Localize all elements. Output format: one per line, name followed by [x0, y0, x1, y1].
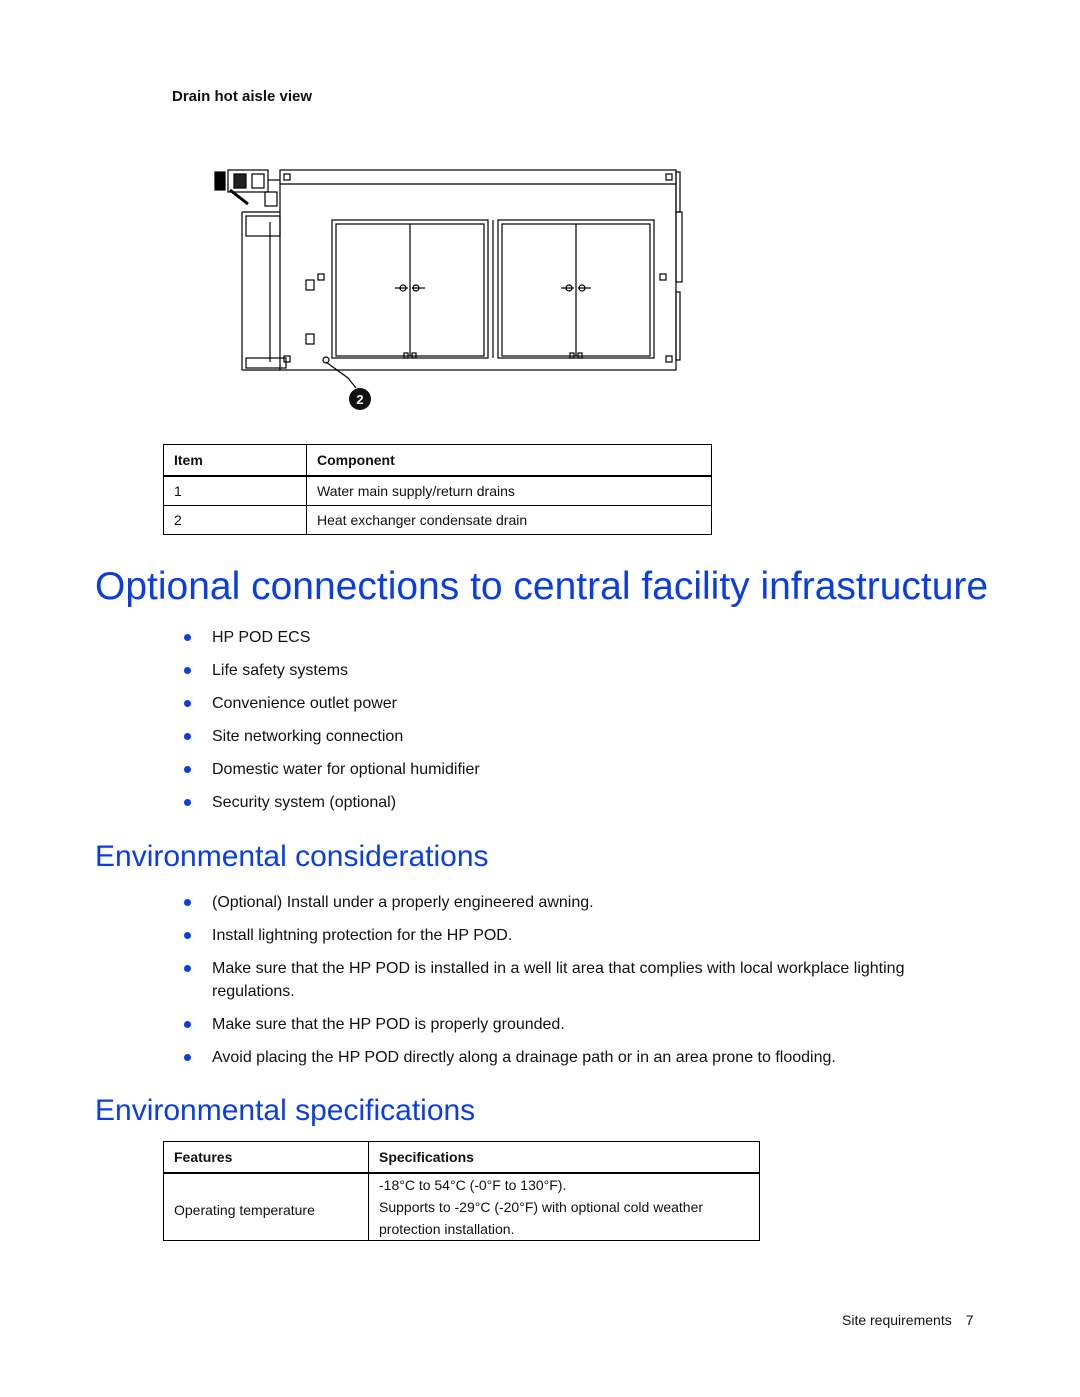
page-footer	[842, 1312, 974, 1328]
header-specifications: Specifications	[369, 1142, 760, 1174]
table-row	[164, 476, 712, 506]
section-title-environmental-considerations: Environmental considerations	[95, 840, 489, 873]
table-header-row	[164, 1142, 760, 1174]
optional-connections-list	[175, 626, 965, 824]
cell-specifications	[369, 1173, 760, 1241]
bullet-icon	[184, 932, 191, 939]
list-item: Life safety systems	[175, 659, 965, 682]
list-item: HP POD ECS	[175, 626, 965, 649]
spec-line: -18°C to 54°C (-0°F to 130°F).	[379, 1177, 567, 1193]
components-table	[163, 444, 712, 535]
bullet-icon	[184, 766, 191, 773]
cell-item: 2	[164, 506, 307, 535]
list-item: Convenience outlet power	[175, 692, 965, 715]
bullet-icon	[184, 700, 191, 707]
list-item: Avoid placing the HP POD directly along a drainage path or in an area prone to flooding.	[175, 1046, 965, 1069]
list-item: Site networking connection	[175, 725, 965, 748]
cell-feature: Operating temperature	[164, 1173, 369, 1241]
header-component: Component	[307, 445, 712, 477]
spec-line: Supports to -29°C (-20°F) with optional cold weather protection installation.	[379, 1199, 704, 1237]
bullet-icon	[184, 965, 191, 972]
header-item: Item	[164, 445, 307, 477]
footer-section-name: Site requirements	[842, 1312, 952, 1328]
bullet-icon	[184, 667, 191, 674]
section-title-optional-connections: Optional connections to central facility infrastructure	[95, 565, 989, 608]
bullet-icon	[184, 1021, 191, 1028]
environmental-considerations-list	[175, 891, 965, 1079]
table-row	[164, 506, 712, 535]
environmental-specs-table	[163, 1141, 760, 1241]
header-features: Features	[164, 1142, 369, 1174]
list-item: Make sure that the HP POD is installed in a well lit area that complies with local workplace lighting regulations.	[175, 957, 965, 1003]
bullet-icon	[184, 799, 191, 806]
bullet-icon	[184, 733, 191, 740]
page-number: 7	[965, 1312, 974, 1328]
bullet-icon	[184, 634, 191, 641]
cell-component: Water main supply/return drains	[307, 476, 712, 506]
table-row	[164, 1173, 760, 1241]
bullet-icon	[184, 899, 191, 906]
table-header-row	[164, 445, 712, 477]
list-item: Install lightning protection for the HP POD.	[175, 924, 965, 947]
list-item: Make sure that the HP POD is properly grounded.	[175, 1013, 965, 1036]
section-title-environmental-specifications: Environmental specifications	[95, 1094, 476, 1127]
list-item: (Optional) Install under a properly engineered awning.	[175, 891, 965, 914]
bullet-icon	[184, 1054, 191, 1061]
cell-component: Heat exchanger condensate drain	[307, 506, 712, 535]
cell-item: 1	[164, 476, 307, 506]
drain-hot-aisle-diagram	[210, 162, 690, 418]
list-item: Security system (optional)	[175, 791, 965, 814]
callout-2-label: 2	[356, 392, 364, 407]
list-item: Domestic water for optional humidifier	[175, 758, 965, 781]
container-outline	[280, 170, 676, 370]
container-drawing	[210, 162, 690, 418]
figure-caption: Drain hot aisle view	[172, 88, 313, 105]
